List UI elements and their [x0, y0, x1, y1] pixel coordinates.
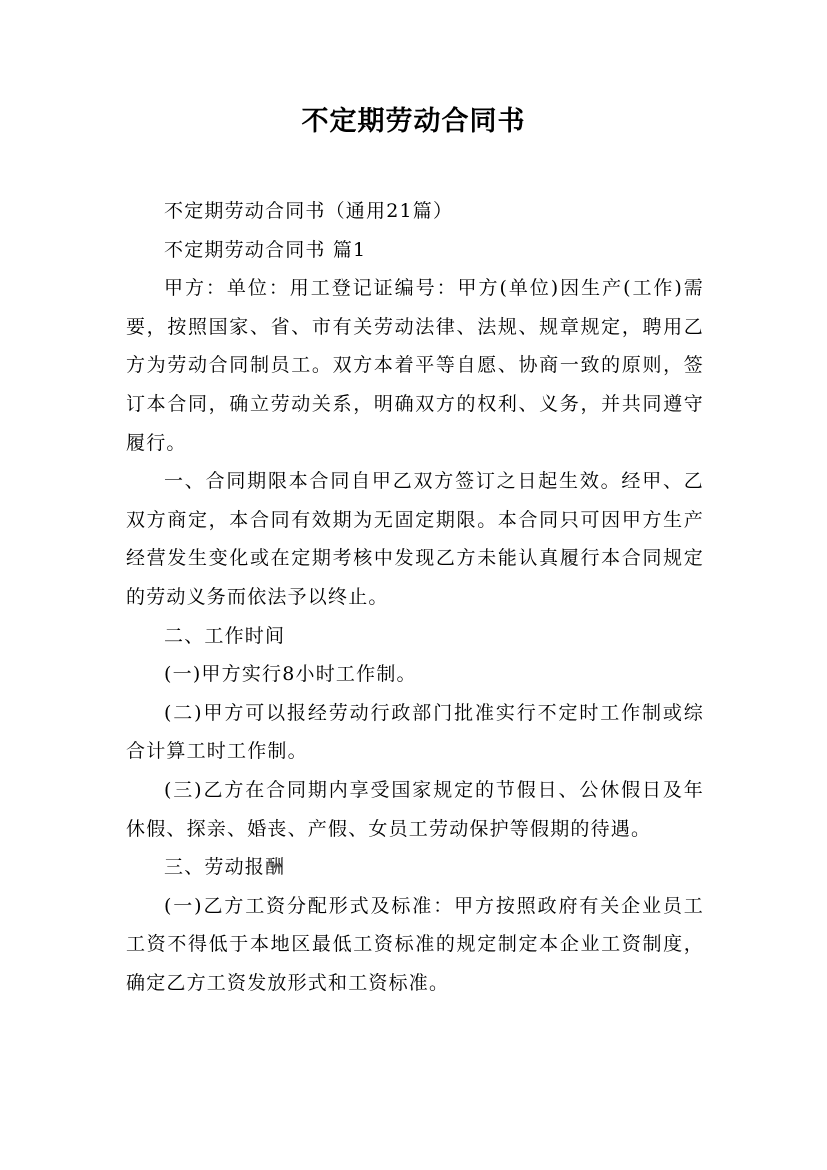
- paragraph-contract-term: 一、合同期限本合同自甲乙双方签订之日起生效。经甲、乙双方商定，本合同有效期为无固定期限。本合同只可因甲方生产经营发生变化或在定期考核中发现乙方未能认真履行本合同规定的劳动义务而依法予以终止。: [126, 470, 704, 608]
- document-body: [126, 192, 704, 1002]
- paragraph-working-hours-heading: 二、工作时间: [164, 624, 286, 647]
- paragraph-remuneration-heading: 三、劳动报酬: [164, 856, 286, 879]
- paragraph-collection-heading: 不定期劳动合同书（通用21篇）: [164, 200, 454, 222]
- paragraph-working-hours-1: (一)甲方实行8小时工作制。: [164, 663, 417, 686]
- paragraph-working-hours-3: (三)乙方在合同期内享受国家规定的节假日、公休假日及年休假、探亲、婚丧、产假、女员工劳动保护等假期的待遇。: [126, 778, 704, 840]
- paragraph-remuneration-1: (一)乙方工资分配形式及标准：甲方按照政府有关企业员工工资不得低于本地区最低工资标准的规定制定本企业工资制度，确定乙方工资发放形式和工资标准。: [126, 894, 704, 994]
- paragraph-working-hours-2: (二)甲方可以报经劳动行政部门批准实行不定时工作制或综合计算工时工作制。: [126, 701, 704, 763]
- document-title: 不定期劳动合同书: [301, 106, 526, 137]
- paragraph-section-heading: 不定期劳动合同书 篇1: [164, 238, 367, 261]
- paragraph-preamble: 甲方：单位：用工登记证编号：甲方(单位)因生产(工作)需要，按照国家、省、市有关劳动法律、法规、规章规定，聘用乙方为劳动合同制员工。双方本着平等自愿、协商一致的原则，签订本合同，确立劳动关系，明确双方的权利、义务，并共同遵守履行。: [126, 277, 704, 454]
